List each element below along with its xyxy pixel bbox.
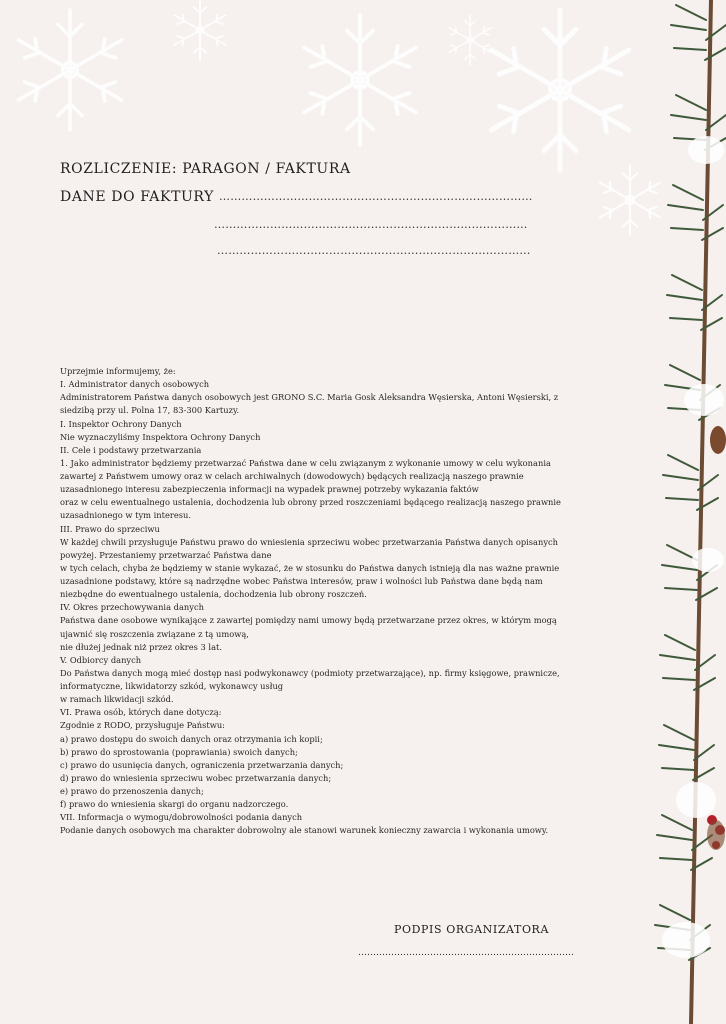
snow-clump-icon (662, 136, 724, 958)
notice-line: uzasadnionego interesu zabezpieczenia informacji na wypadek prawnej potrzeby wykazania faktów (60, 484, 479, 495)
notice-line: I. Administrator danych osobowych (60, 379, 210, 390)
notice-line: VII. Informacja o wymogu/dobrowolności podania danych (60, 812, 303, 823)
notice-line: w tych celach, chyba że będziemy w stanie wykazać, że w stosunku do Państwa danych istnieją dla nas ważne prawnie (60, 562, 560, 573)
notice-line: Podanie danych osobowych ma charakter dobrowolny ale stanowi warunek konieczny zawarcia i wykonania umowy. (60, 825, 549, 836)
notice-line: siedzibą przy ul. Polna 17, 83-300 Kartuzy. (60, 405, 240, 416)
notice-line: Administratorem Państwa danych osobowych jest GRONO S.C. Maria Gosk Aleksandra Węsierska, Antoni Węsierski, z (60, 392, 559, 403)
notice-line: zawartej z Państwem umowy oraz w celach archiwalnych (dowodowych) będących realizacją naszego prawnie (60, 471, 524, 481)
snowflake-icon (600, 165, 660, 235)
gdpr-notice (60, 365, 620, 838)
notice-line: Państwa dane osobowe wynikające z zawartej pomiędzy nami umowy będą przetwarzane przez okres, w którym mogą (60, 615, 557, 626)
notice-line: w ramach likwidacji szkód. (60, 694, 174, 705)
pine-branch-icon (655, 0, 726, 1024)
notice-line: powyżej. Przestaniemy przetwarzać Państwa dane (60, 549, 272, 560)
notice-line: W każdej chwili przysługuje Państwu prawo do wniesienia sprzeciwu wobec przetwarzania Państwa danych opisanych (60, 536, 559, 547)
notice-line: b) prawo do sprostowania (poprawiania) swoich danych; (60, 746, 298, 757)
notice-line: Nie wyznaczyliśmy Inspektora Ochrony Danych (60, 431, 261, 442)
settlement-title: ROZLICZENIE: PARAGON / FAKTURA (60, 161, 351, 177)
pine-branch-decoration (616, 0, 726, 1024)
berry-icon (707, 815, 725, 849)
notice-line: III. Prawo do sprzeciwu (60, 523, 160, 534)
snowflake-icon (174, 0, 226, 60)
snowflake-icon (491, 10, 629, 170)
organizer-signature-line: ……………………………………………………………… (358, 948, 574, 958)
notice-line: f) prawo do wniesienia skargi do organu nadzorczego. (60, 799, 289, 810)
notice-line: Zgodnie z RODO, przysługuje Państwu: (60, 720, 225, 731)
notice-line: uzasadnione podstawy, które są nadrzędne wobec Państwa interesów, praw i wolności lub Państwa dane będą nam (60, 576, 543, 586)
notice-line: Uprzejmie informujemy, że: (60, 366, 176, 376)
notice-line: oraz w celu ewentualnego ustalenia, dochodzenia lub obrony przed roszczeniami będącego realizacją naszego prawnie (60, 497, 561, 508)
snowflake-icon (18, 10, 121, 130)
notice-line: informatyczne, likwidatorzy szkód, wykonawcy usług (60, 681, 284, 691)
pine-cone-icon (707, 426, 726, 850)
notice-line: II. Cele i podstawy przetwarzania (60, 444, 202, 455)
notice-line: e) prawo do przenoszenia danych; (60, 786, 204, 796)
notice-line: Do Państwa danych mogą mieć dostęp nasi podwykonawcy (podmioty przetwarzające), np. firmy księgowe, prawnicze, (60, 667, 560, 678)
organizer-signature-label: PODPIS ORGANIZATORA (394, 923, 549, 936)
notice-line: IV. Okres przechowywania danych (60, 602, 204, 613)
invoice-data-line-1: ………………………………………………………………………… (219, 190, 533, 203)
notice-line: 1. Jako administrator będziemy przetwarzać Państwa dane w celu związanym z wykonanie umowy w celu wykonania (60, 457, 551, 468)
notice-line: uzasadnionego w tym interesu. (60, 510, 191, 521)
notice-line: a) prawo dostępu do swoich danych oraz otrzymania ich kopii; (60, 733, 323, 744)
notice-line: nie dłużej jednak niż przez okres 3 lat. (60, 641, 222, 652)
notice-line: VI. Prawa osób, których dane dotyczą: (60, 707, 222, 718)
invoice-data-line-2: ………………………………………………………………………… (214, 218, 528, 231)
notice-line: niezbędne do ewentualnego ustalenia, dochodzenia lub obrony roszczeń. (60, 589, 367, 600)
notice-line: V. Odbiorcy danych (60, 654, 142, 665)
snowflake-icon (304, 15, 416, 145)
notice-line: I. Inspektor Ochrony Danych (60, 418, 182, 429)
notice-line: c) prawo do usunięcia danych, ograniczenia przetwarzania danych; (60, 759, 344, 770)
notice-line: d) prawo do wniesienia sprzeciwu wobec przetwarzania danych; (60, 772, 332, 783)
notice-line: ujawnić się roszczenia związane z tą umową, (60, 628, 249, 639)
invoice-data-line-3: ………………………………………………………………………… (217, 244, 531, 257)
invoice-data-label: DANE DO FAKTURY (60, 189, 214, 205)
snowflake-icon (449, 15, 492, 65)
